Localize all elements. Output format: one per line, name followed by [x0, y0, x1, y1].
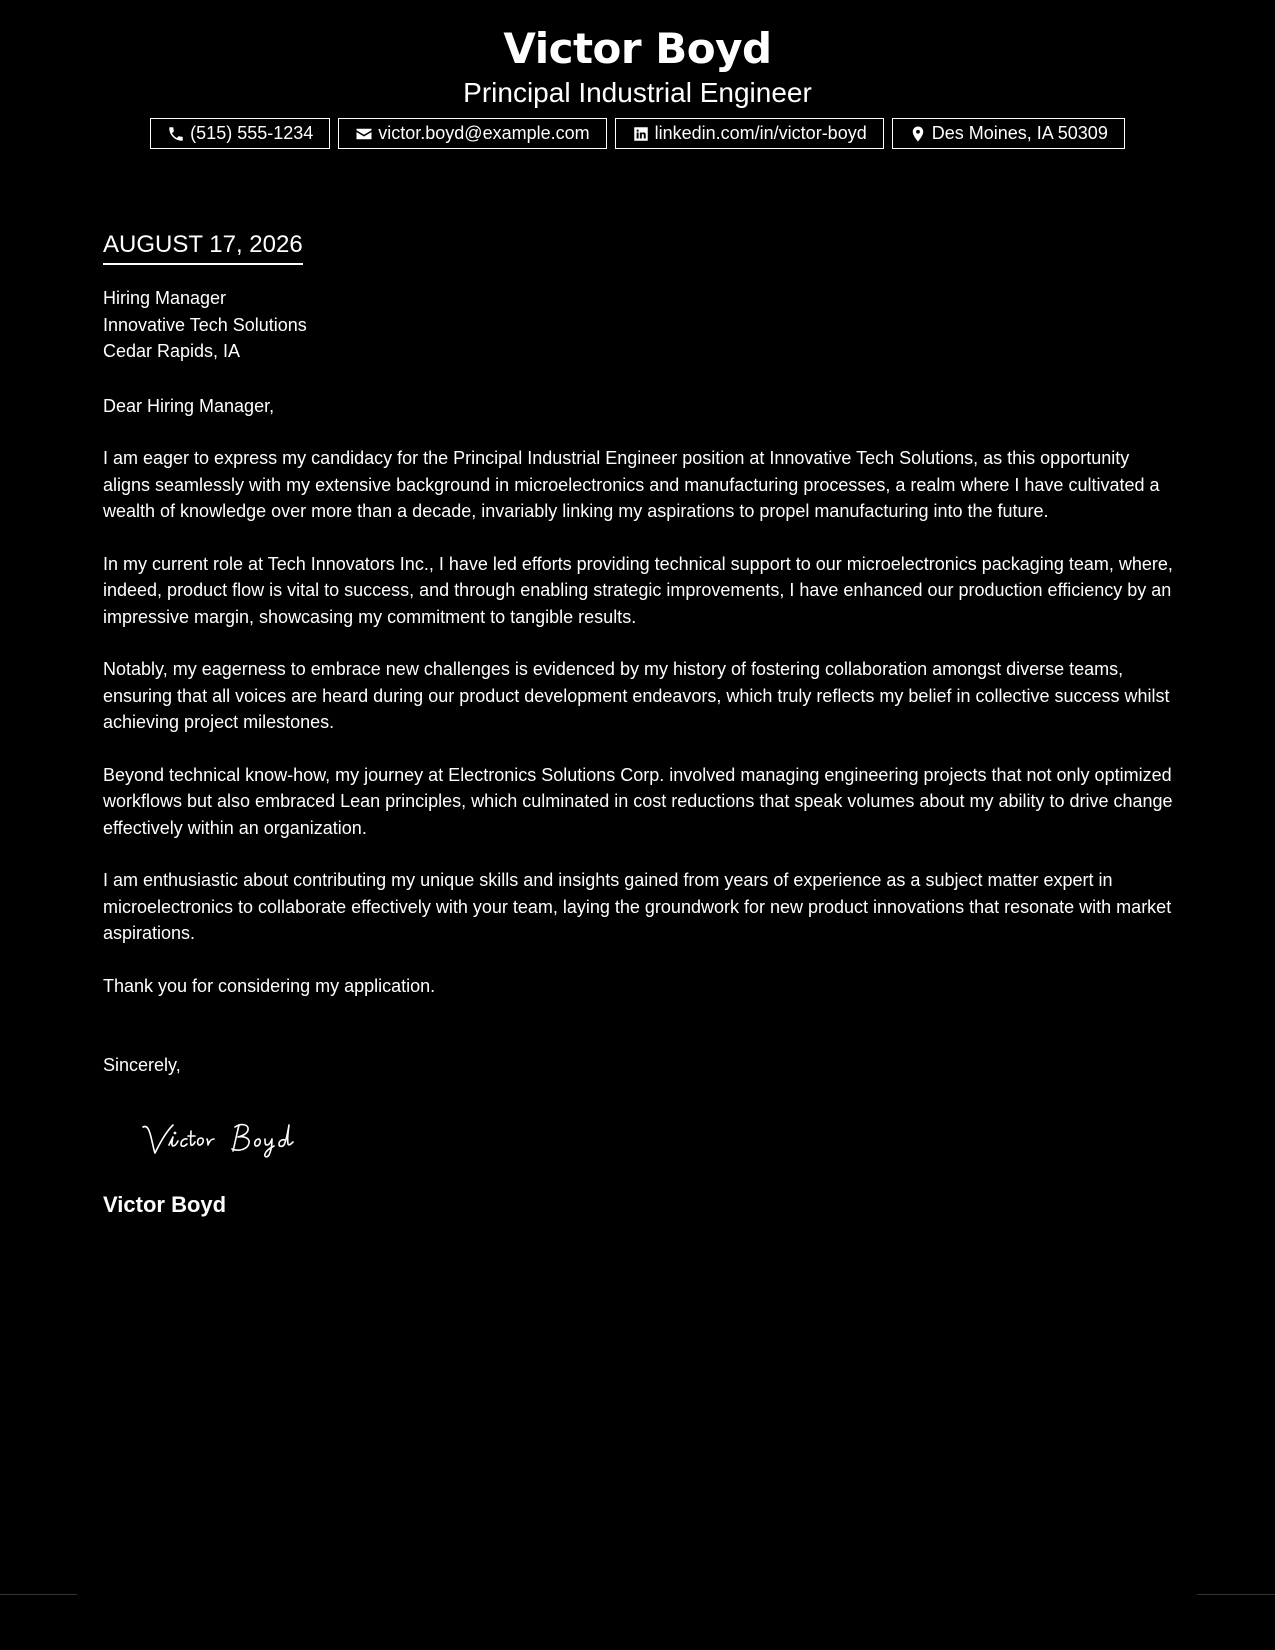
signer-name: Victor Boyd — [103, 1191, 227, 1217]
envelope-icon — [355, 125, 373, 143]
contact-linkedin[interactable] — [615, 118, 884, 149]
contact-email-text: victor.boyd@example.com — [378, 123, 590, 143]
recipient-block — [103, 285, 1173, 365]
contact-location-text: Des Moines, IA 50309 — [931, 123, 1108, 143]
footer-divider-right — [1197, 1594, 1275, 1595]
letter-date: AUGUST 17, 2026 — [103, 230, 303, 265]
phone-icon — [167, 125, 185, 143]
paragraph: I am eager to express my candidacy for the Principal Industrial Engineer position at Innovative Tech Solutions, as this opportunity aligns seamlessly with my extensive background in microelectronics and manufacturing processes, a realm where I have cultivated a wealth of knowledge over more than a decade, invariably linking my aspirations to propel manufacturing into the future. — [103, 448, 1160, 521]
paragraph: Thank you for considering my application. — [103, 975, 436, 996]
contact-location[interactable] — [892, 118, 1125, 149]
paragraph: Notably, my eagerness to embrace new challenges is evidenced by my history of fostering collaboration amongst diverse teams, ensuring that all voices are heard during our product development endeavors, which truly reflects my belief in collective success whilst achieving project milestones. — [103, 659, 1170, 732]
letter-header — [0, 0, 1275, 149]
contact-phone[interactable] — [150, 118, 330, 149]
applicant-name: Victor Boyd — [503, 24, 772, 73]
salutation: Dear Hiring Manager, — [103, 395, 275, 416]
paragraph: In my current role at Tech Innovators Inc., I have led efforts providing technical support to our microelectronics packaging team, where, indeed, product flow is vital to success, and through enabling strategic improvements, I have enhanced our production efficiency by an impressive margin, showcasing my commitment to tangible results. — [103, 553, 1173, 627]
closing: Sincerely, — [103, 1055, 181, 1075]
contact-linkedin-text: linkedin.com/in/victor-boyd — [654, 123, 867, 143]
contact-bar — [0, 118, 1275, 149]
paragraph: Beyond technical know-how, my journey at Electronics Solutions Corp. involved managing engineering projects that not only optimized workflows but also embraced Lean principles, which culminated in cost reductions that speak volumes about my ability to drive change effectively within an organization. — [103, 764, 1173, 838]
applicant-title: Principal Industrial Engineer — [463, 77, 812, 108]
letter-body — [103, 230, 1173, 1219]
recipient-line: Cedar Rapids, IA — [103, 341, 241, 361]
handwritten-signature — [139, 1115, 339, 1165]
footer-divider-left — [0, 1594, 77, 1595]
contact-phone-text: (515) 555-1234 — [190, 123, 314, 143]
map-pin-icon — [909, 125, 927, 143]
contact-email[interactable] — [338, 118, 606, 149]
recipient-line: Hiring Manager — [103, 288, 227, 308]
linkedin-icon — [632, 125, 650, 143]
paragraph: I am enthusiastic about contributing my unique skills and insights gained from years of experience as a subject matter expert in microelectronics to collaborate effectively with your team, laying the groundwork for new product innovations that resonate with market aspirations. — [103, 870, 1172, 943]
recipient-line: Innovative Tech Solutions — [103, 314, 307, 335]
